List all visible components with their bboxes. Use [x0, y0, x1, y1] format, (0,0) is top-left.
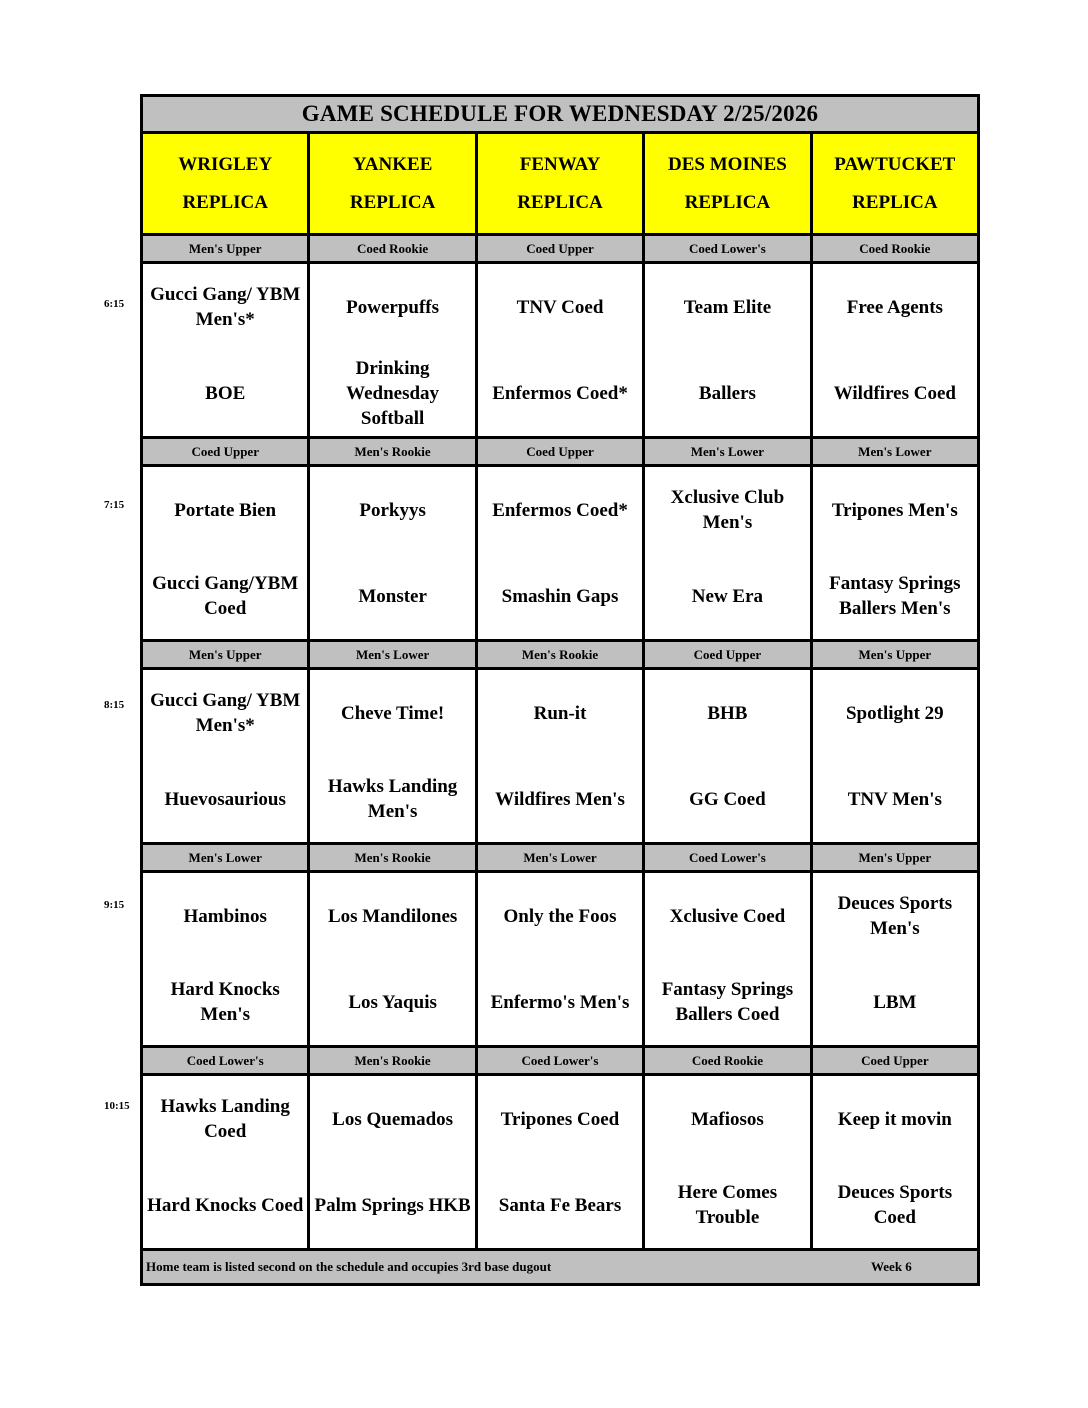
division-label: Coed Lower's	[143, 1048, 310, 1073]
field-sub: REPLICA	[684, 191, 771, 213]
field-header-row	[143, 134, 977, 236]
division-row	[143, 845, 977, 873]
field-name: WRIGLEY	[178, 153, 273, 175]
division-label: Men's Rookie	[310, 1048, 477, 1073]
division-label: Coed Lower's	[645, 845, 812, 870]
game-row	[143, 467, 977, 642]
division-label: Men's Rookie	[310, 439, 477, 464]
home-team: Fantasy Springs Ballers Men's	[829, 573, 961, 619]
game-row	[143, 670, 977, 845]
home-team: Santa Fe Bears	[498, 1194, 622, 1216]
schedule-table	[140, 94, 980, 1286]
field-header-des-moines	[645, 134, 812, 233]
away-team: Xclusive Coed	[669, 905, 786, 927]
division-label: Men's Upper	[858, 849, 932, 865]
away-team: Deuces Sports Men's	[837, 893, 953, 939]
field-name: DES MOINES	[668, 153, 787, 175]
division-label: Men's Lower	[858, 443, 932, 459]
game-cell	[143, 1076, 310, 1248]
home-team: LBM	[873, 991, 917, 1013]
division-label: Men's Rookie	[310, 845, 477, 870]
division-label: Coed Lower's	[478, 1048, 645, 1073]
game-cell	[478, 467, 645, 639]
game-cell	[813, 467, 977, 639]
time-label: 7:15	[104, 499, 125, 511]
division-label: Men's Lower	[310, 642, 477, 667]
schedule-footer	[143, 1251, 977, 1283]
field-name: YANKEE	[352, 153, 433, 175]
home-team: GG Coed	[689, 788, 766, 810]
game-cell	[478, 670, 645, 842]
home-team: Hard Knocks Men's	[170, 979, 280, 1025]
away-team: Mafiosos	[691, 1108, 764, 1130]
home-team: Hard Knocks Coed	[147, 1194, 304, 1216]
field-header-wrigley	[143, 134, 310, 233]
division-label: Men's Upper	[143, 642, 310, 667]
time-label: 10:15	[104, 1100, 130, 1112]
home-team: Drinking Wednesday Softball	[346, 357, 440, 429]
time-slots	[143, 236, 977, 1251]
game-cell	[478, 873, 645, 1045]
division-label: Coed Lower's	[645, 236, 812, 261]
game-cell	[813, 264, 977, 436]
game-cell	[478, 264, 645, 436]
home-team: Hawks Landing Men's	[327, 776, 458, 822]
game-cell	[645, 264, 812, 436]
division-row	[143, 642, 977, 670]
away-team: Powerpuffs	[346, 296, 440, 318]
home-team: Wildfires Men's	[495, 788, 625, 810]
game-cell	[143, 670, 310, 842]
division-label: Men's Upper	[858, 646, 932, 662]
home-team: Huevosaurious	[164, 788, 286, 810]
game-cell	[813, 1076, 977, 1248]
away-team: Enfermos Coed*	[492, 499, 628, 521]
away-team: Team Elite	[683, 296, 772, 318]
division-label: Men's Rookie	[478, 642, 645, 667]
home-team: Fantasy Springs Ballers Coed	[661, 979, 794, 1025]
schedule-title: GAME SCHEDULE FOR WEDNESDAY 2/25/2026	[143, 97, 977, 134]
game-cell	[478, 1076, 645, 1248]
division-label: Men's Lower	[478, 845, 645, 870]
field-name: PAWTUCKET	[834, 153, 956, 175]
game-cell	[645, 873, 812, 1045]
game-cell	[310, 1076, 477, 1248]
game-cell	[310, 264, 477, 436]
away-team: Tripones Men's	[831, 499, 958, 521]
field-header-yankee	[310, 134, 477, 233]
away-team: Only the Foos	[503, 905, 617, 927]
game-cell	[645, 467, 812, 639]
game-row	[143, 873, 977, 1048]
home-team: Wildfires Coed	[833, 382, 956, 404]
away-team: BHB	[707, 702, 748, 724]
home-team: BOE	[205, 382, 246, 404]
away-team: Gucci Gang/ YBM Men's*	[150, 690, 301, 736]
field-sub: REPLICA	[349, 191, 436, 213]
away-team: Hawks Landing Coed	[160, 1096, 290, 1142]
home-team: Enfermos Coed*	[492, 382, 628, 404]
away-team: Los Quemados	[332, 1108, 454, 1130]
away-team: Run-it	[533, 702, 587, 724]
home-team: Enfermo's Men's	[490, 991, 630, 1013]
division-row	[143, 439, 977, 467]
away-team: Gucci Gang/ YBM Men's*	[150, 284, 301, 330]
away-team: Spotlight 29	[845, 702, 944, 724]
game-cell	[813, 670, 977, 842]
home-team: Los Yaquis	[348, 991, 437, 1013]
away-team: Free Agents	[846, 296, 943, 318]
division-label: Men's Lower	[645, 439, 812, 464]
week-label: Week 6	[871, 1259, 912, 1274]
game-cell	[310, 467, 477, 639]
division-label: Coed Upper	[143, 439, 310, 464]
game-cell	[143, 467, 310, 639]
field-sub: REPLICA	[182, 191, 268, 213]
home-team: Palm Springs HKB	[314, 1194, 471, 1216]
home-team: Smashin Gaps	[501, 585, 619, 607]
home-team: Here Comes Trouble	[677, 1182, 778, 1228]
away-team: Hambinos	[183, 905, 267, 927]
field-sub: REPLICA	[852, 191, 938, 213]
division-label: Men's Upper	[143, 236, 310, 261]
home-team: Monster	[358, 585, 427, 607]
home-team-note: Home team is listed second on the schedule and occupies 3rd base dugout	[146, 1259, 552, 1274]
home-team: Ballers	[698, 382, 756, 404]
away-team: Xclusive Club Men's	[670, 487, 785, 533]
game-cell	[813, 873, 977, 1045]
game-cell	[310, 670, 477, 842]
away-team: TNV Coed	[516, 296, 604, 318]
away-team: Keep it movin	[837, 1108, 952, 1130]
field-name: FENWAY	[519, 153, 601, 175]
home-team: Gucci Gang/YBM Coed	[152, 573, 299, 619]
division-label: Coed Upper	[478, 439, 645, 464]
field-header-fenway	[478, 134, 645, 233]
game-row	[143, 1076, 977, 1251]
game-cell	[645, 1076, 812, 1248]
game-cell	[645, 670, 812, 842]
home-team: New Era	[691, 585, 764, 607]
time-label: 8:15	[104, 699, 125, 711]
home-team: TNV Men's	[847, 788, 942, 810]
division-label: Coed Rookie	[645, 1048, 812, 1073]
field-sub: REPLICA	[517, 191, 603, 213]
division-label: Coed Rookie	[859, 240, 931, 256]
division-row	[143, 236, 977, 264]
away-team: Porkyys	[359, 499, 426, 521]
away-team: Tripones Coed	[500, 1108, 620, 1130]
division-row	[143, 1048, 977, 1076]
division-label: Men's Lower	[143, 845, 310, 870]
division-label: Coed Upper	[645, 642, 812, 667]
away-team: Portate Bien	[174, 499, 277, 521]
time-label: 9:15	[104, 899, 125, 911]
field-header-pawtucket	[813, 134, 977, 233]
time-label: 6:15	[104, 298, 125, 310]
division-label: Coed Upper	[478, 236, 645, 261]
away-team: Los Mandilones	[327, 905, 458, 927]
game-cell	[310, 873, 477, 1045]
division-label: Coed Rookie	[310, 236, 477, 261]
game-cell	[143, 873, 310, 1045]
division-label: Coed Upper	[861, 1052, 929, 1068]
home-team: Deuces Sports Coed	[837, 1182, 953, 1228]
game-cell	[143, 264, 310, 436]
game-row	[143, 264, 977, 439]
away-team: Cheve Time!	[340, 702, 445, 724]
